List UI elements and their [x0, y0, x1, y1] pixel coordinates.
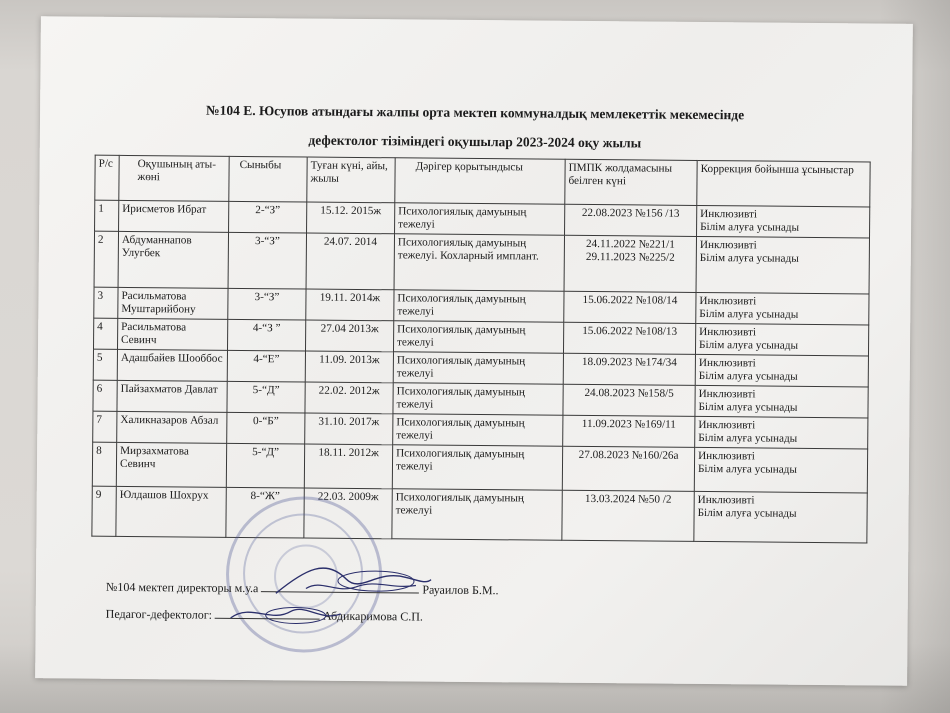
cell-diagnosis: Психологиялық дамуының тежелуі	[393, 383, 563, 415]
cell-number: 5	[93, 349, 117, 380]
cell-name: Абдуманнапов Улугбек	[118, 231, 228, 288]
cell-pmpk: 15.06.2022 №108/14	[564, 291, 696, 323]
cell-recommendation	[695, 323, 868, 356]
cell-number: 7	[93, 411, 117, 442]
recommendation-type: Инклюзивті	[698, 418, 756, 432]
cell-pmpk: 13.03.2024 №50 /2	[562, 490, 694, 541]
table-row	[94, 231, 869, 294]
cell-class: 8-“Ж”	[226, 487, 304, 538]
cell-name: Юлдашов Шохрух	[116, 486, 226, 537]
cell-diagnosis: Психологиялық дамуының тежелуі	[393, 352, 563, 384]
cell-class: 4-“З ”	[227, 319, 305, 351]
students-table	[91, 155, 870, 544]
cell-class: 3-“З”	[228, 232, 306, 289]
cell-recommendation	[695, 416, 868, 449]
cell-recommendation	[694, 491, 867, 543]
cell-birth: 22.03. 2009ж	[304, 488, 392, 539]
cell-recommendation	[694, 447, 867, 493]
cell-birth: 18.11. 2012ж	[304, 444, 392, 489]
recommendation-type: Инклюзивті	[698, 387, 756, 401]
header-pmpk: ПМПК жолдамасыны беілген күні	[565, 159, 697, 205]
header-name: Оқушының аты-жөні	[119, 155, 229, 201]
cell-name: Мирзахматова Севинч	[116, 442, 226, 487]
table-header-row	[95, 155, 870, 207]
cell-number: 9	[92, 486, 116, 536]
cell-name: Пайзахматов Давлат	[117, 380, 227, 412]
cell-birth: 31.10. 2017ж	[305, 413, 393, 445]
cell-recommendation	[695, 385, 868, 418]
cell-class: 0-“Б”	[227, 412, 305, 444]
cell-pmpk: 24.08.2023 №158/5	[563, 384, 695, 416]
cell-number: 4	[94, 318, 118, 349]
recommendation-type: Инклюзивті	[698, 356, 756, 370]
header-birth: Туған күні, айы, жылы	[307, 157, 395, 203]
recommendation-text: Білім алуға усынады	[697, 506, 797, 520]
cell-recommendation	[696, 236, 869, 294]
cell-recommendation	[697, 205, 870, 238]
document-sheet	[35, 16, 913, 686]
document-title-line2: дефектолог тізіміндегі оқушылар 2023-2024 оқу жылы	[308, 132, 642, 151]
cell-pmpk: 24.11.2022 №221/1 29.11.2023 №225/2	[564, 235, 696, 292]
table-row	[92, 442, 867, 493]
defectologist-name: Абдикаримова С.П.	[322, 608, 423, 624]
recommendation-text: Білім алуға усынады	[699, 338, 799, 352]
recommendation-text: Білім алуға усынады	[697, 462, 797, 476]
header-class: Сыныбы	[229, 156, 307, 202]
cell-birth: 22.02. 2012ж	[305, 382, 393, 414]
cell-number: 6	[93, 380, 117, 411]
recommendation-text: Білім алуға усынады	[698, 400, 798, 414]
cell-name: Расильматова Севинч	[118, 318, 228, 350]
cell-name: Расильматова Муштарийбону	[118, 287, 228, 319]
cell-name: Адашбайев Шооббос	[117, 349, 227, 381]
director-label: №104 мектеп директоры м.у.а	[105, 579, 259, 596]
header-diagnosis: Дәрігер қорытындысы	[395, 158, 565, 204]
recommendation-type: Инклюзивті	[698, 449, 756, 463]
cell-diagnosis: Психологиялық дамуының тежелуі	[392, 489, 562, 540]
cell-birth: 24.07. 2014	[306, 233, 394, 290]
cell-diagnosis: Психологиялық дамуының тежелуі	[393, 321, 563, 353]
cell-class: 5-“Д”	[227, 381, 305, 413]
cell-class: 2-“З”	[229, 201, 307, 233]
recommendation-type: Инклюзивті	[699, 294, 757, 308]
document-title-line1: №104 Е. Юсупов атындағы жалпы орта мектеп коммуналдық мемлекеттік мекемесінде	[205, 102, 745, 123]
cell-birth: 27.04 2013ж	[305, 320, 393, 352]
cell-number: 1	[95, 200, 119, 231]
recommendation-type: Инклюзивті	[699, 238, 757, 252]
cell-pmpk: 11.09.2023 №169/11	[563, 415, 695, 447]
cell-diagnosis: Психологиялық дамуының тежелуі	[395, 203, 565, 235]
cell-pmpk: 18.09.2023 №174/34	[563, 353, 695, 385]
defectologist-signature-icon	[221, 593, 351, 634]
recommendation-type: Инклюзивті	[700, 207, 758, 221]
recommendation-type: Инклюзивті	[699, 325, 757, 339]
cell-pmpk: 22.08.2023 №156 /13	[565, 204, 697, 236]
cell-diagnosis: Психологиялық дамуының тежелуі	[394, 290, 564, 322]
recommendation-text: Білім алуға усынады	[699, 251, 799, 265]
cell-class: 3-“З”	[228, 288, 306, 320]
cell-diagnosis: Психологиялық дамуының тежелуі	[392, 445, 562, 490]
recommendation-text: Білім алуға усынады	[700, 220, 800, 234]
cell-diagnosis: Психологиялық дамуының тежелуі. Кохларный имплант.	[394, 234, 564, 291]
table-row	[92, 486, 867, 543]
director-name: Рауаилов Б.М..	[422, 582, 499, 598]
recommendation-text: Білім алуға усынады	[698, 369, 798, 383]
cell-recommendation	[695, 354, 868, 387]
cell-recommendation	[696, 292, 869, 325]
cell-name: Ирисметов Ибрат	[119, 200, 229, 232]
cell-class: 4-“Е”	[227, 350, 305, 382]
recommendation-text: Білім алуға усынады	[698, 431, 798, 445]
cell-pmpk: 15.06.2022 №108/13	[563, 322, 695, 354]
cell-birth: 15.12. 2015ж	[307, 202, 395, 234]
cell-birth: 11.09. 2013ж	[305, 351, 393, 383]
cell-number: 3	[94, 287, 118, 318]
header-number: Р/с	[95, 155, 119, 200]
recommendation-text: Білім алуға усынады	[699, 307, 799, 321]
cell-class: 5-“Д”	[226, 443, 304, 488]
cell-name: Халикназаров Абзал	[117, 411, 227, 443]
cell-birth: 19.11. 2014ж	[306, 289, 394, 321]
cell-number: 8	[92, 442, 116, 486]
header-recommendation: Коррекция бойынша ұсыныстар	[697, 160, 870, 207]
cell-pmpk: 27.08.2023 №160/26а	[562, 446, 694, 491]
cell-number: 2	[94, 231, 118, 287]
recommendation-type: Инклюзивті	[697, 493, 755, 507]
defectologist-label: Педагог-дефектолог:	[105, 606, 213, 622]
cell-diagnosis: Психологиялық дамуының тежелуі	[393, 414, 563, 446]
